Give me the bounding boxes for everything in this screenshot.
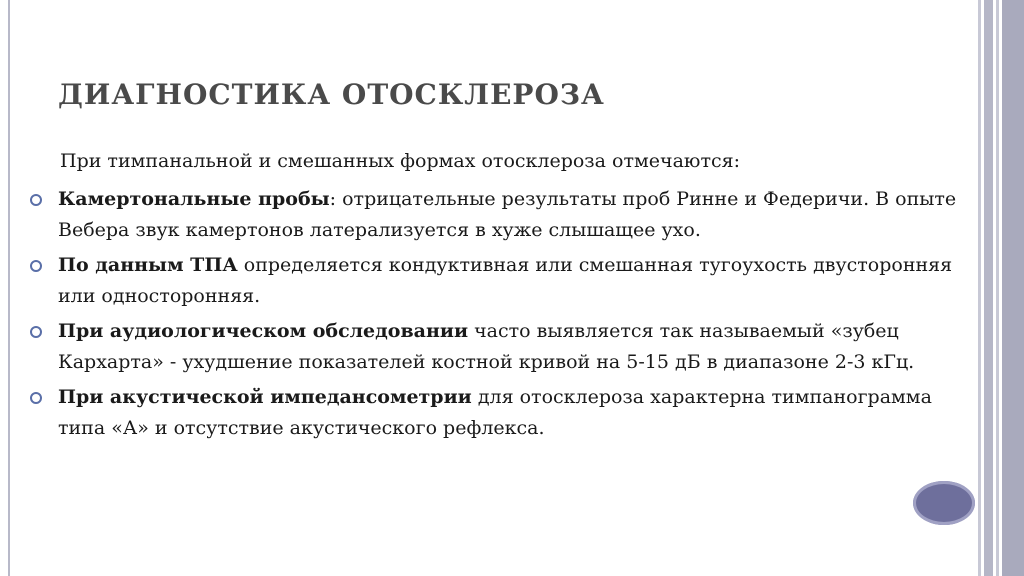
bullet-icon (30, 392, 42, 404)
bullet-list (30, 184, 975, 448)
list-item (30, 184, 975, 246)
item-text: определяется кондуктивная или смешанная тугоухость двусторонняя или односторонняя. (58, 254, 953, 307)
item-text: для отосклероза характерна тимпанограмма типа «А» и отсутствие акустического рефлекса. (58, 386, 932, 439)
right-stripe-4 (1002, 0, 1024, 576)
item-heading: При акустической импедансометрии (58, 386, 472, 408)
item-heading: По данным ТПА (58, 254, 238, 276)
right-stripe-3 (996, 0, 999, 576)
list-item (30, 250, 975, 312)
item-heading: Камертональные пробы (58, 188, 330, 210)
left-border-line (8, 0, 10, 576)
item-heading: При аудиологическом обследовании (58, 320, 469, 342)
bullet-icon (30, 326, 42, 338)
slide-intro: При тимпанальной и смешанных формах отосклероза отмечаются: (60, 150, 740, 172)
right-stripe-2 (984, 0, 993, 576)
bullet-icon (30, 194, 42, 206)
list-item (30, 316, 975, 378)
bullet-icon (30, 260, 42, 272)
slide-title: ДИАГНОСТИКА ОТОСКЛЕРОЗА (58, 78, 605, 111)
item-text: часто выявляется так называемый «зубец Кархарта» - ухудшение показателей костной кривой на 5-15 дБ в диапазоне 2-3 кГц. (58, 320, 915, 373)
slide-nav-button[interactable] (913, 481, 975, 525)
item-text: : отрицательные результаты проб Ринне и Федеричи. В опыте Вебера звук камертонов латерализуется в хуже слышащее ухо. (58, 188, 957, 241)
right-stripe-1 (978, 0, 981, 576)
list-item (30, 382, 975, 444)
